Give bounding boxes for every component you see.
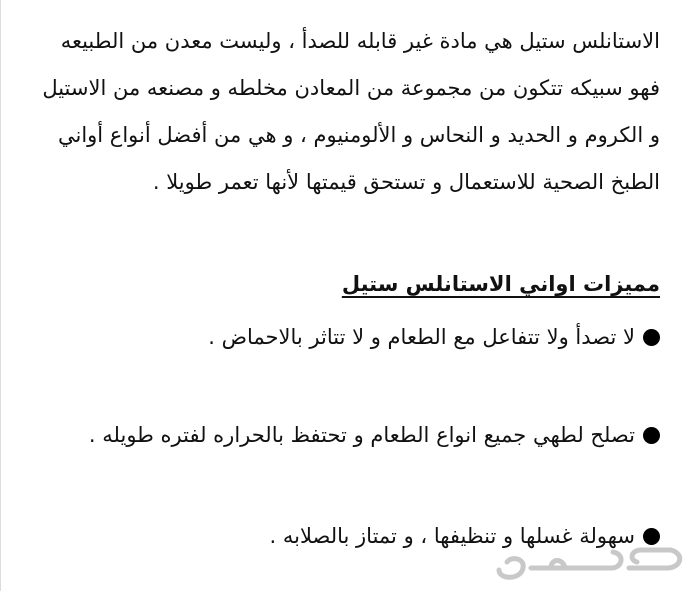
features-heading: مميزات اواني الاستانلس ستيل xyxy=(341,272,660,296)
paragraph-line: و الكروم و الحديد و النحاس و الألومنيوم ، و هي من أفضل أنواع أواني xyxy=(57,123,660,147)
feature-item xyxy=(208,320,660,354)
paragraph-line: الطبخ الصحية للاستعمال و تستحق قيمتها لأنها تعمر طويلا . xyxy=(152,170,660,194)
feature-item xyxy=(89,418,660,452)
watermark-icon xyxy=(491,540,691,584)
bullet-icon xyxy=(643,329,660,346)
feature-item-text: تصلح لطهي جميع انواع الطعام و تحتفظ بالحراره لفتره طويله . xyxy=(88,423,635,447)
paragraph-line: فهو سبيكه تتكون من مجموعة من المعادن مخلطه و مصنعه من الاستيل xyxy=(42,76,660,100)
intro-paragraph xyxy=(30,18,660,206)
haraj-watermark-logo xyxy=(491,540,691,584)
bullet-icon xyxy=(643,427,660,444)
paragraph-line: الاستانلس ستيل هي مادة غير قابله للصدأ ، وليست معدن من الطبيعه xyxy=(60,29,660,53)
feature-item-text: لا تصدأ ولا تتفاعل مع الطعام و لا تتاثر بالاحماض . xyxy=(208,325,635,349)
feature-item-text: سهولة غسلها و تنظيفها ، و تمتاز بالصلابه . xyxy=(269,524,635,548)
